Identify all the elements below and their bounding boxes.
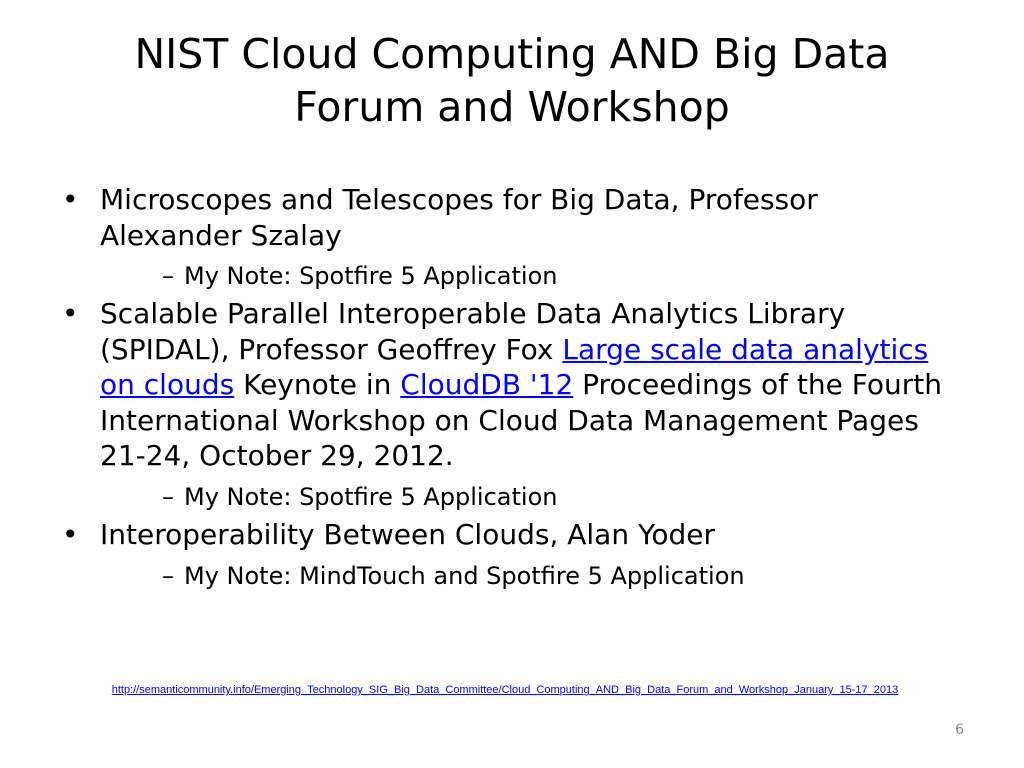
title-line-2: Forum and Workshop (294, 83, 730, 132)
sub-bullet-list (100, 261, 962, 292)
footer (0, 684, 1010, 696)
bullet-text-part: Scalable Parallel Interoperable Data Analytics Library (SPIDAL), Professor Geoffrey Fox (100, 297, 846, 366)
sub-bullet-text: My Note: Spotfire 5 Application (184, 262, 558, 291)
sub-bullet-text: My Note: Spotfire 5 Application (184, 483, 558, 512)
sub-bullet-list (100, 482, 962, 513)
link-clouddb-12[interactable]: CloudDB '12 (400, 368, 574, 402)
bullet-text-part: Keynote in (234, 368, 401, 402)
bullet-text-part: Proceedings of the Fourth International Workshop on Cloud Data Management Pages 21-24, October 29, 2012. (100, 368, 942, 473)
link-large-scale-data-analytics[interactable]: Large scale data analytics on clouds (100, 332, 929, 402)
slide-body (62, 182, 962, 596)
footer-url-link[interactable]: http://semanticommunity.info/Emerging_Technology_SIG_Big_Data_Committee/Cloud_Computing_AND_Big_Data_Forum_and_Workshop_January_15-17_2013 (111, 684, 899, 696)
bullet-text: Microscopes and Telescopes for Big Data, Professor Alexander Szalay (100, 183, 818, 252)
sub-bullet-item (100, 482, 962, 513)
slide-title (50, 28, 974, 135)
dash-icon: – (162, 483, 174, 512)
sub-bullet-text: My Note: MindTouch and Spotfire 5 Application (184, 561, 745, 590)
bullet-icon: • (62, 183, 79, 216)
page-number: 6 (955, 722, 964, 738)
sub-bullet-item (100, 561, 962, 592)
bullet-list (62, 182, 962, 592)
bullet-icon: • (62, 297, 79, 331)
sub-bullet-list (100, 561, 962, 592)
bullet-text: Interoperability Between Clouds, Alan Yoder (100, 518, 716, 552)
sub-bullet-item (100, 261, 962, 292)
title-line-1: NIST Cloud Computing AND Big Data (134, 30, 890, 78)
bullet-item (62, 182, 962, 292)
dash-icon: – (162, 262, 174, 291)
dash-icon: – (162, 561, 174, 590)
bullet-icon: • (62, 518, 79, 552)
bullet-item (62, 296, 962, 513)
bullet-item (62, 517, 962, 592)
